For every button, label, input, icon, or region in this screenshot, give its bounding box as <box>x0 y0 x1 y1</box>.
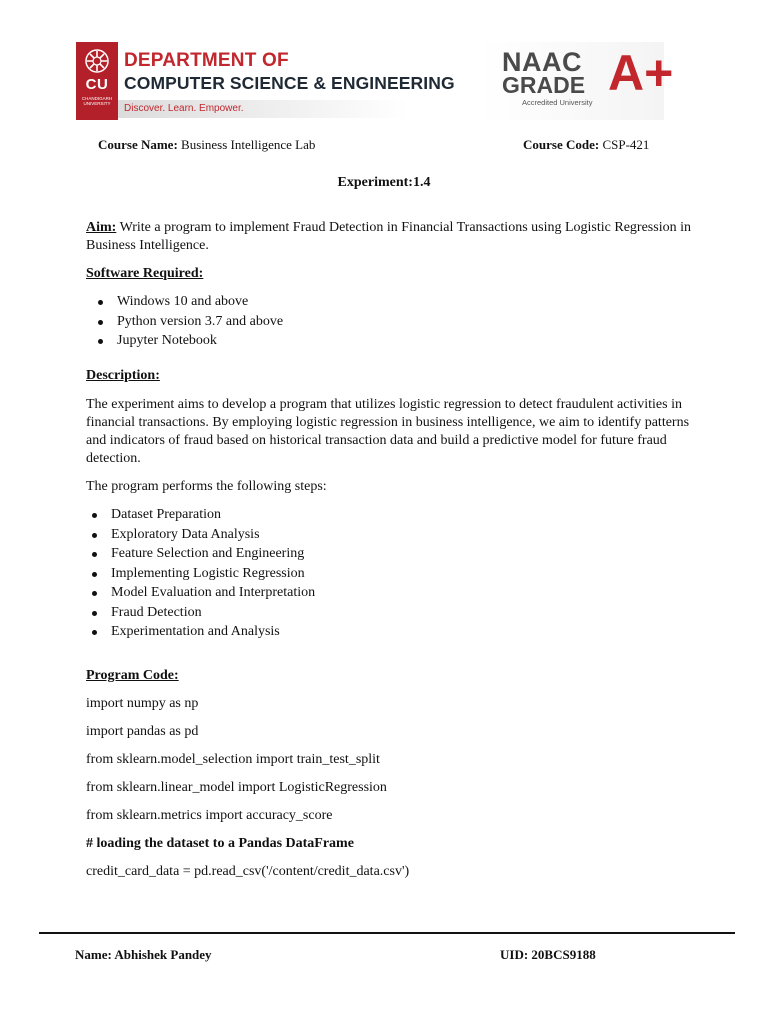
list-item: Jupyter Notebook <box>93 331 283 351</box>
cu-letters: CU <box>85 76 109 93</box>
list-item: Dataset Preparation <box>87 505 315 525</box>
list-item: Experimentation and Analysis <box>87 622 315 642</box>
name-value: Abhishek Pandey <box>114 947 212 962</box>
course-name-value: Business Intelligence Lab <box>181 137 316 152</box>
aim-label: Aim: <box>86 220 117 235</box>
software-list <box>93 292 283 351</box>
code-line: from sklearn.metrics import accuracy_score <box>86 808 333 823</box>
tagline: Discover. Learn. Empower. <box>118 100 408 118</box>
software-heading: Software Required: <box>86 266 204 281</box>
department-title: DEPARTMENT OF <box>124 50 289 71</box>
code-line: credit_card_data = pd.read_csv('/content/credit_data.csv') <box>86 864 410 879</box>
course-name <box>98 137 315 153</box>
grade-text: GRADE <box>502 72 586 98</box>
name-label: Name: <box>75 947 112 962</box>
list-item: Python version 3.7 and above <box>93 312 283 332</box>
cu-logo <box>76 42 118 120</box>
code-line: import pandas as pd <box>86 724 199 739</box>
grade-a-plus: A+ <box>608 45 674 101</box>
steps-intro: The program performs the following steps: <box>86 479 327 494</box>
course-code <box>523 137 649 153</box>
course-code-label: Course Code: <box>523 137 600 152</box>
description-paragraph: The experiment aims to develop a program that utilizes logistic regression to detect fraudulent activities in financial transactions. By employing logistic regression in business intelligence, we aim to identify patterns and indicators of fraud based on historical transaction data and build a predictive model for future fraud detection. <box>86 397 690 466</box>
uid-value: 20BCS9188 <box>531 947 596 962</box>
list-item: Exploratory Data Analysis <box>87 525 315 545</box>
department-block <box>118 42 480 120</box>
header-banner <box>76 42 674 120</box>
emblem-icon <box>84 48 110 74</box>
naac-text: NAAC <box>502 47 582 77</box>
list-item: Feature Selection and Engineering <box>87 544 315 564</box>
list-item: Windows 10 and above <box>93 292 283 312</box>
experiment-title: Experiment:1.4 <box>337 175 431 190</box>
aim-paragraph <box>86 219 692 255</box>
program-heading: Program Code: <box>86 668 179 683</box>
naac-badge <box>480 42 674 120</box>
course-code-value: CSP-421 <box>602 137 650 152</box>
uid-label: UID: <box>500 947 529 962</box>
code-line: from sklearn.model_selection import train_test_split <box>86 752 380 767</box>
list-item: Fraud Detection <box>87 603 315 623</box>
code-comment: # loading the dataset to a Pandas DataFrame <box>86 836 354 851</box>
aim-text: Write a program to implement Fraud Detection in Financial Transactions using Logistic Regression in Business Intelligence. <box>86 220 691 253</box>
code-line: import numpy as np <box>86 696 199 711</box>
list-item: Implementing Logistic Regression <box>87 564 315 584</box>
student-name <box>75 947 212 963</box>
accredited-text: Accredited University <box>522 98 593 107</box>
steps-list <box>87 505 315 642</box>
cu-logo-subtitle: CHANDIGARH UNIVERSITY <box>81 96 113 106</box>
footer-divider <box>39 932 735 934</box>
student-uid <box>500 947 596 963</box>
list-item: Model Evaluation and Interpretation <box>87 583 315 603</box>
code-line: from sklearn.linear_model import LogisticRegression <box>86 780 387 795</box>
course-name-label: Course Name: <box>98 137 178 152</box>
description-heading: Description: <box>86 368 160 383</box>
department-name: COMPUTER SCIENCE & ENGINEERING <box>124 73 455 93</box>
